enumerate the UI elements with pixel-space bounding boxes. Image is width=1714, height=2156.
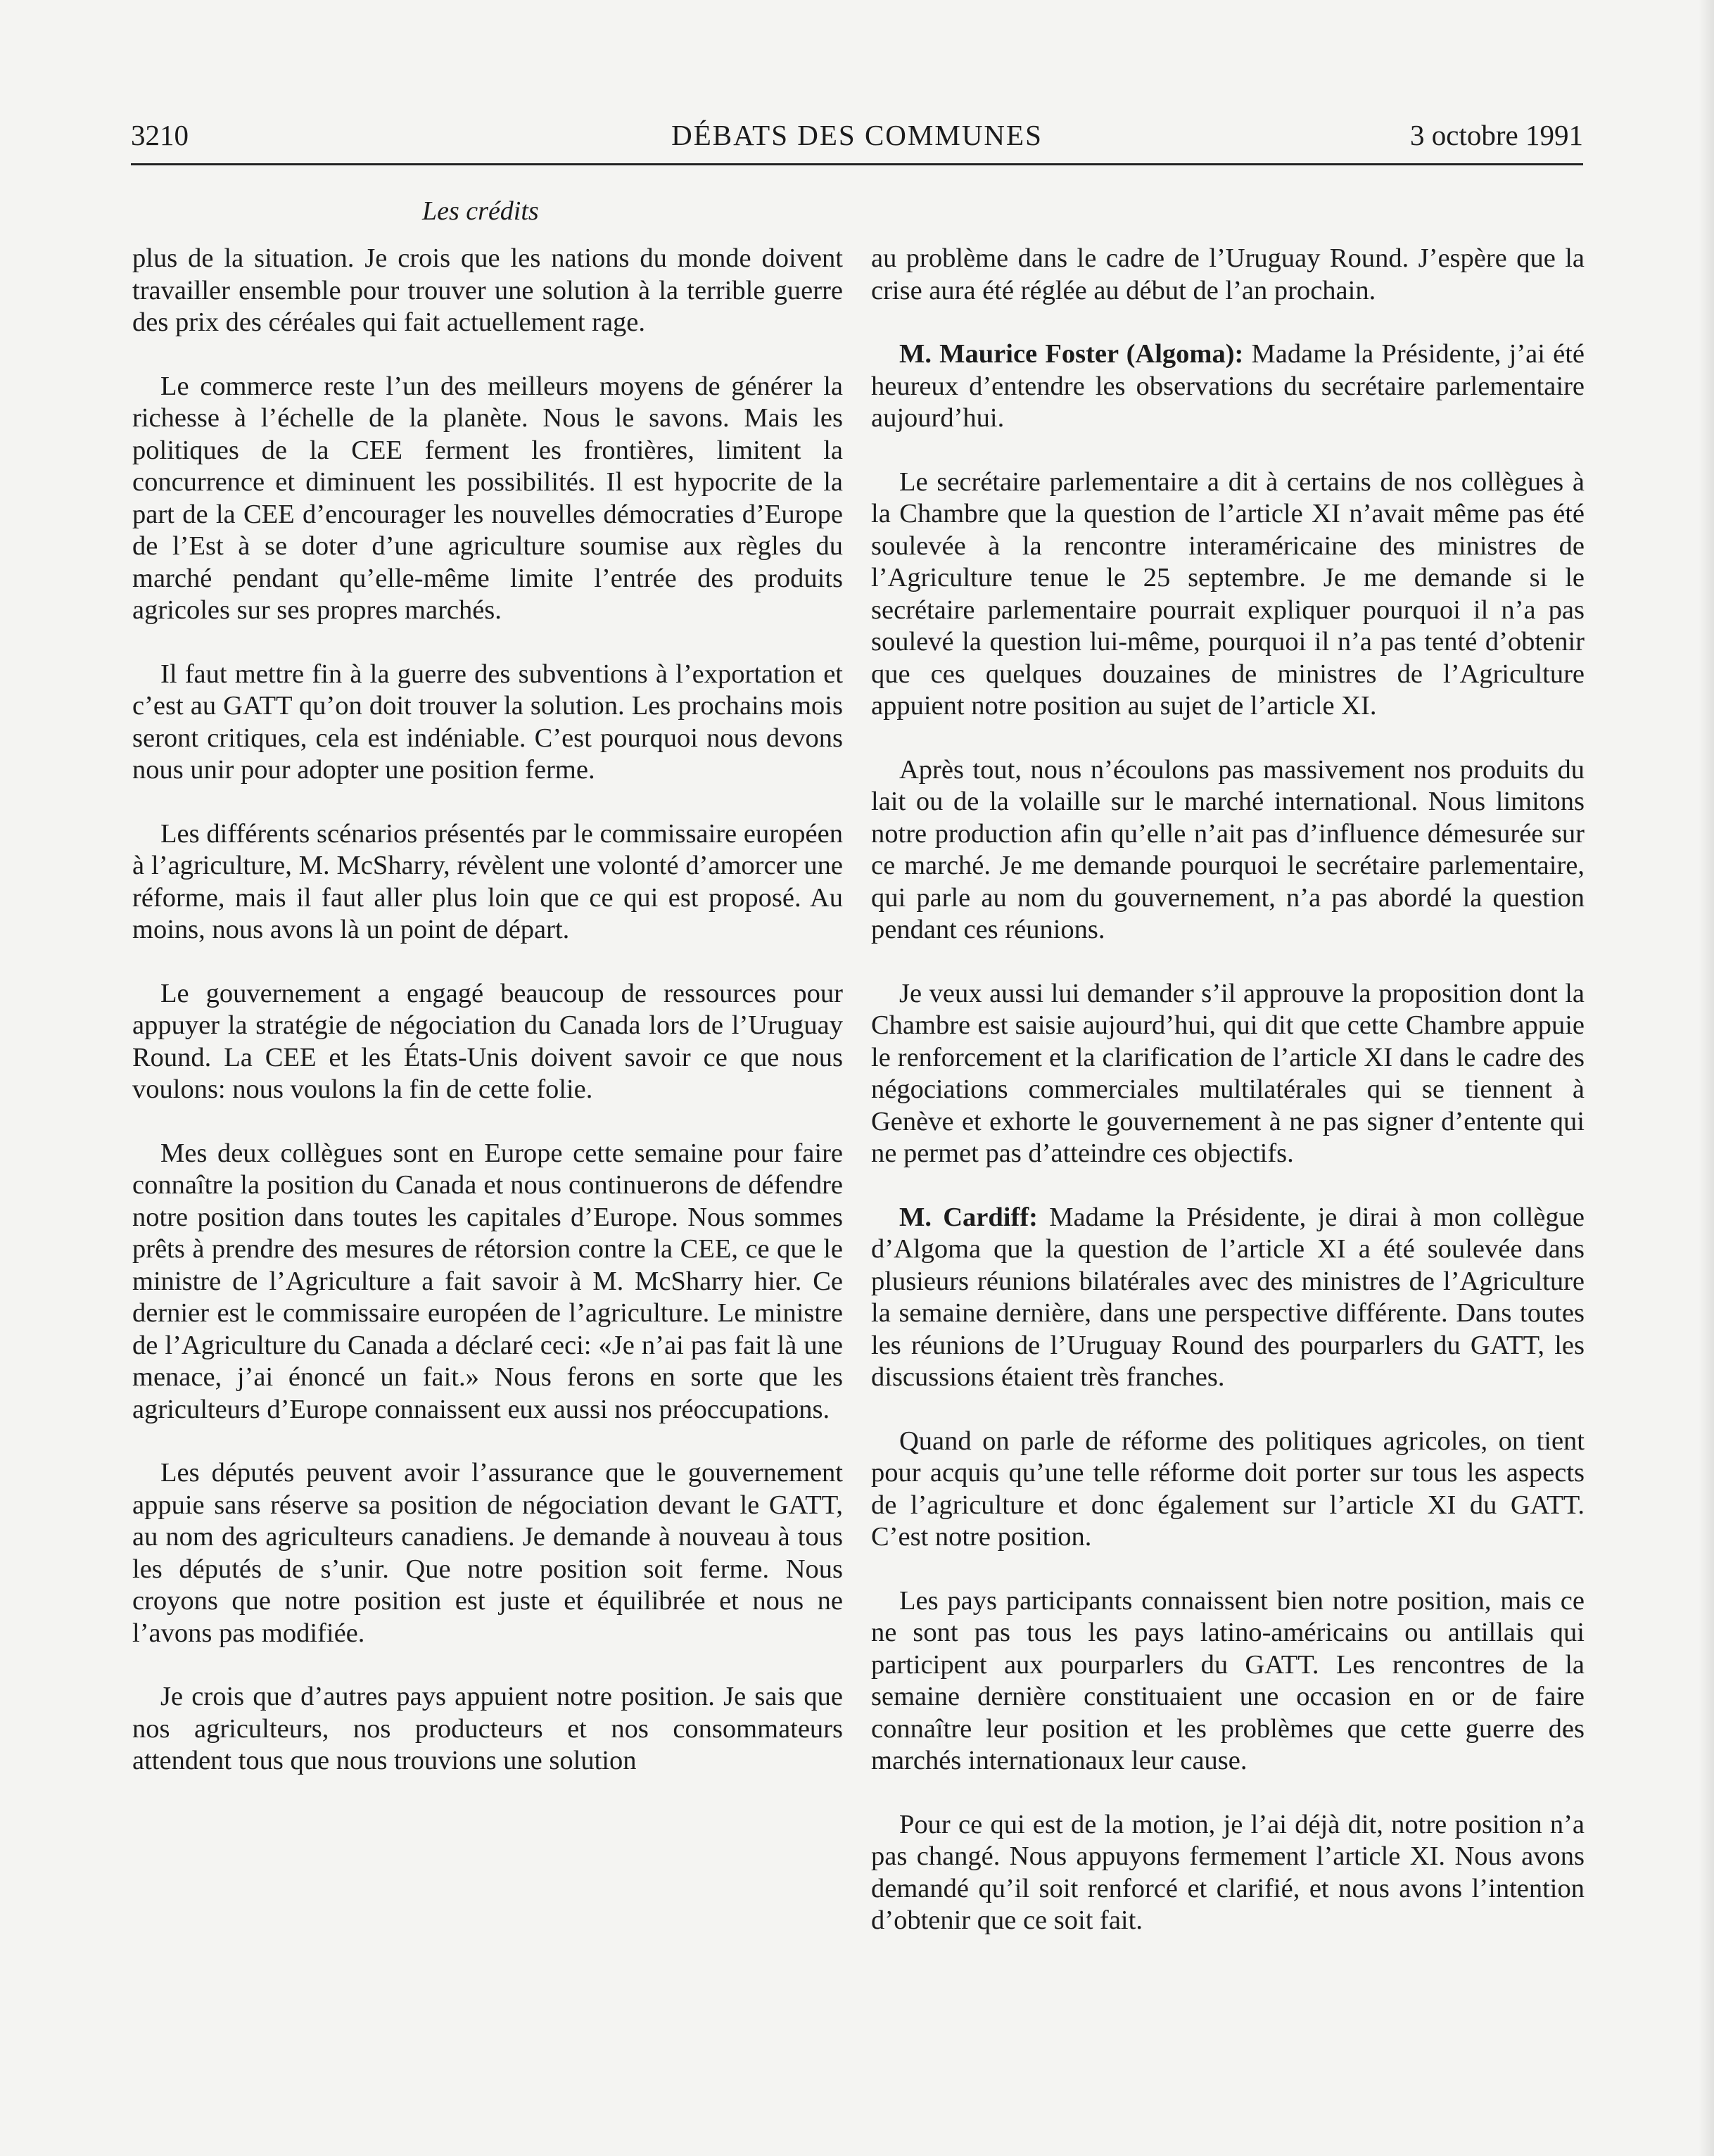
paragraph: Pour ce qui est de la motion, je l’ai déjà dit, notre position n’a pas changé. Nous appuyons fermement l’article XI. Nous avons demandé qu’il soit renforcé et clarifié, et nous avons l’intention d’obtenir que ce soit fait. <box>871 1809 1585 1935</box>
paragraph: au problème dans le cadre de l’Uruguay Round. J’espère que la crise aura été réglée au début de l’an prochain. <box>871 243 1585 305</box>
paragraph: Quand on parle de réforme des politiques agricoles, on tient pour acquis qu’une telle réforme doit porter sur tous les aspects de l’agriculture et donc également sur l’article XI du GATT. C’est notre position. <box>871 1426 1585 1552</box>
right-column <box>871 243 1585 1937</box>
paragraph: Le commerce reste l’un des meilleurs moyens de générer la richesse à l’échelle de la planète. Nous le savons. Mais les politiques de la CEE ferment les frontières, limitent la concurrence et diminuent les possibilités. Il est hypocrite de la part de la CEE d’encourager les nouvelles démocraties d’Europe de l’Est à se doter d’une agriculture soumise aux règles du marché pendant qu’elle-même limite l’entrée des produits agricoles sur ses propres marchés. <box>132 371 843 625</box>
speech-text: Madame la Présidente, j’ai été heureux d’entendre les observations du secrétaire parlementaire aujourd’hui. <box>871 339 1585 433</box>
speech-paragraph <box>871 1202 1585 1394</box>
page-number: 3210 <box>131 119 189 151</box>
page-date: 3 octobre 1991 <box>1410 119 1583 151</box>
speech-paragraph <box>871 338 1585 435</box>
speech-text: Madame la Présidente, je dirai à mon collègue d’Algoma que la question de l’article XI a été soulevée dans plusieurs réunions bilatérales avec des ministres de l’Agriculture la semaine dernière, dans une perspective différente. Dans toutes les réunions de l’Uruguay Round des pourparlers du GATT, les discussions étaient très franches. <box>871 1202 1585 1392</box>
journal-title: DÉBATS DES COMMUNES <box>671 119 1043 151</box>
left-column <box>132 243 843 1777</box>
paragraph: Je veux aussi lui demander s’il approuve la proposition dont la Chambre est saisie aujourd’hui, qui dit que cette Chambre appuie le renforcement et la clarification de l’article XI dans le cadre des négociations commerciales multilatérales qui se tiennent à Genève et exhorte le gouvernement à ne pas signer d’entente qui ne permet pas d’atteindre ces objectifs. <box>871 978 1585 1168</box>
page-header <box>131 118 1583 165</box>
paragraph: Il faut mettre fin à la guerre des subventions à l’exportation et c’est au GATT qu’on doit trouver la solution. Les prochains mois seront critiques, cela est indéniable. C’est pourquoi nous devons nous unir pour adopter une position ferme. <box>132 659 843 785</box>
paragraph: Les pays participants connaissent bien notre position, mais ce ne sont pas tous les pays latino-américains ou antillais qui participent aux pourparlers du GATT. Les rencontres de la semaine dernière constituaient une occasion en or de faire connaître leur position et les problèmes que cette guerre des marchés internationaux leur cause. <box>871 1585 1585 1775</box>
paragraph: Mes deux collègues sont en Europe cette semaine pour faire connaître la position du Canada et nous continuerons de défendre notre position dans toutes les capitales d’Europe. Nous sommes prêts à prendre des mesures de rétorsion contre la CEE, ce que le ministre de l’Agriculture a fait savoir à M. McSharry hier. Ce dernier est le commissaire européen de l’agriculture. Le ministre de l’Agriculture du Canada a déclaré ceci: «Je n’ai pas fait là une menace, j’ai énoncé un fait.» Nous ferons en sorte que les agriculteurs d’Europe connaissent eux aussi nos préoccupations. <box>132 1138 843 1424</box>
section-title: Les crédits <box>422 196 539 226</box>
paragraph: Le secrétaire parlementaire a dit à certains de nos collègues à la Chambre que la question de l’article XI n’avait même pas été soulevée à la rencontre interaméricaine des ministres de l’Agriculture tenue le 25 septembre. Je me demande si le secrétaire parlementaire pourrait expliquer pourquoi il n’a pas soulevé la question lui-même, pourquoi il n’a pas tenté d’obtenir que ces quelques douzaines de ministres de l’Agriculture appuient notre position au sujet de l’article XI. <box>871 467 1585 721</box>
paragraph: Après tout, nous n’écoulons pas massivement nos produits du lait ou de la volaille sur le marché international. Nous limitons notre production afin qu’elle n’ait pas d’influence démesurée sur ce marché. Je me demande pourquoi le secrétaire parlementaire, qui parle au nom du gouvernement, n’a pas abordé la question pendant ces réunions. <box>871 754 1585 944</box>
paragraph: Le gouvernement a engagé beaucoup de ressources pour appuyer la stratégie de négociation du Canada lors de l’Uruguay Round. La CEE et les États-Unis doivent savoir ce que nous voulons: nous voulons la fin de cette folie. <box>132 978 843 1104</box>
paragraph: plus de la situation. Je crois que les nations du monde doivent travailler ensemble pour trouver une solution à la terrible guerre des prix des céréales qui fait actuellement rage. <box>132 243 843 337</box>
paragraph: Les députés peuvent avoir l’assurance que le gouvernement appuie sans réserve sa position de négociation devant le GATT, au nom des agriculteurs canadiens. Je demande à nouveau à tous les députés de s’unir. Que notre position soit ferme. Nous croyons que notre position est juste et équilibrée et nous ne l’avons pas modifiée. <box>132 1458 843 1648</box>
page-edge-shadow <box>1699 0 1714 2156</box>
speaker-name: M. Maurice Foster (Algoma): <box>899 339 1244 369</box>
speaker-name: M. Cardiff: <box>899 1202 1038 1232</box>
paragraph: Les différents scénarios présentés par le commissaire européen à l’agriculture, M. McSharry, révèlent une volonté d’amorcer une réforme, mais il faut aller plus loin que ce qui est proposé. Au moins, nous avons là un point de départ. <box>132 818 843 944</box>
paragraph: Je crois que d’autres pays appuient notre position. Je sais que nos agriculteurs, nos producteurs et nos consommateurs attendent tous que nous trouvions une solution <box>132 1682 843 1775</box>
